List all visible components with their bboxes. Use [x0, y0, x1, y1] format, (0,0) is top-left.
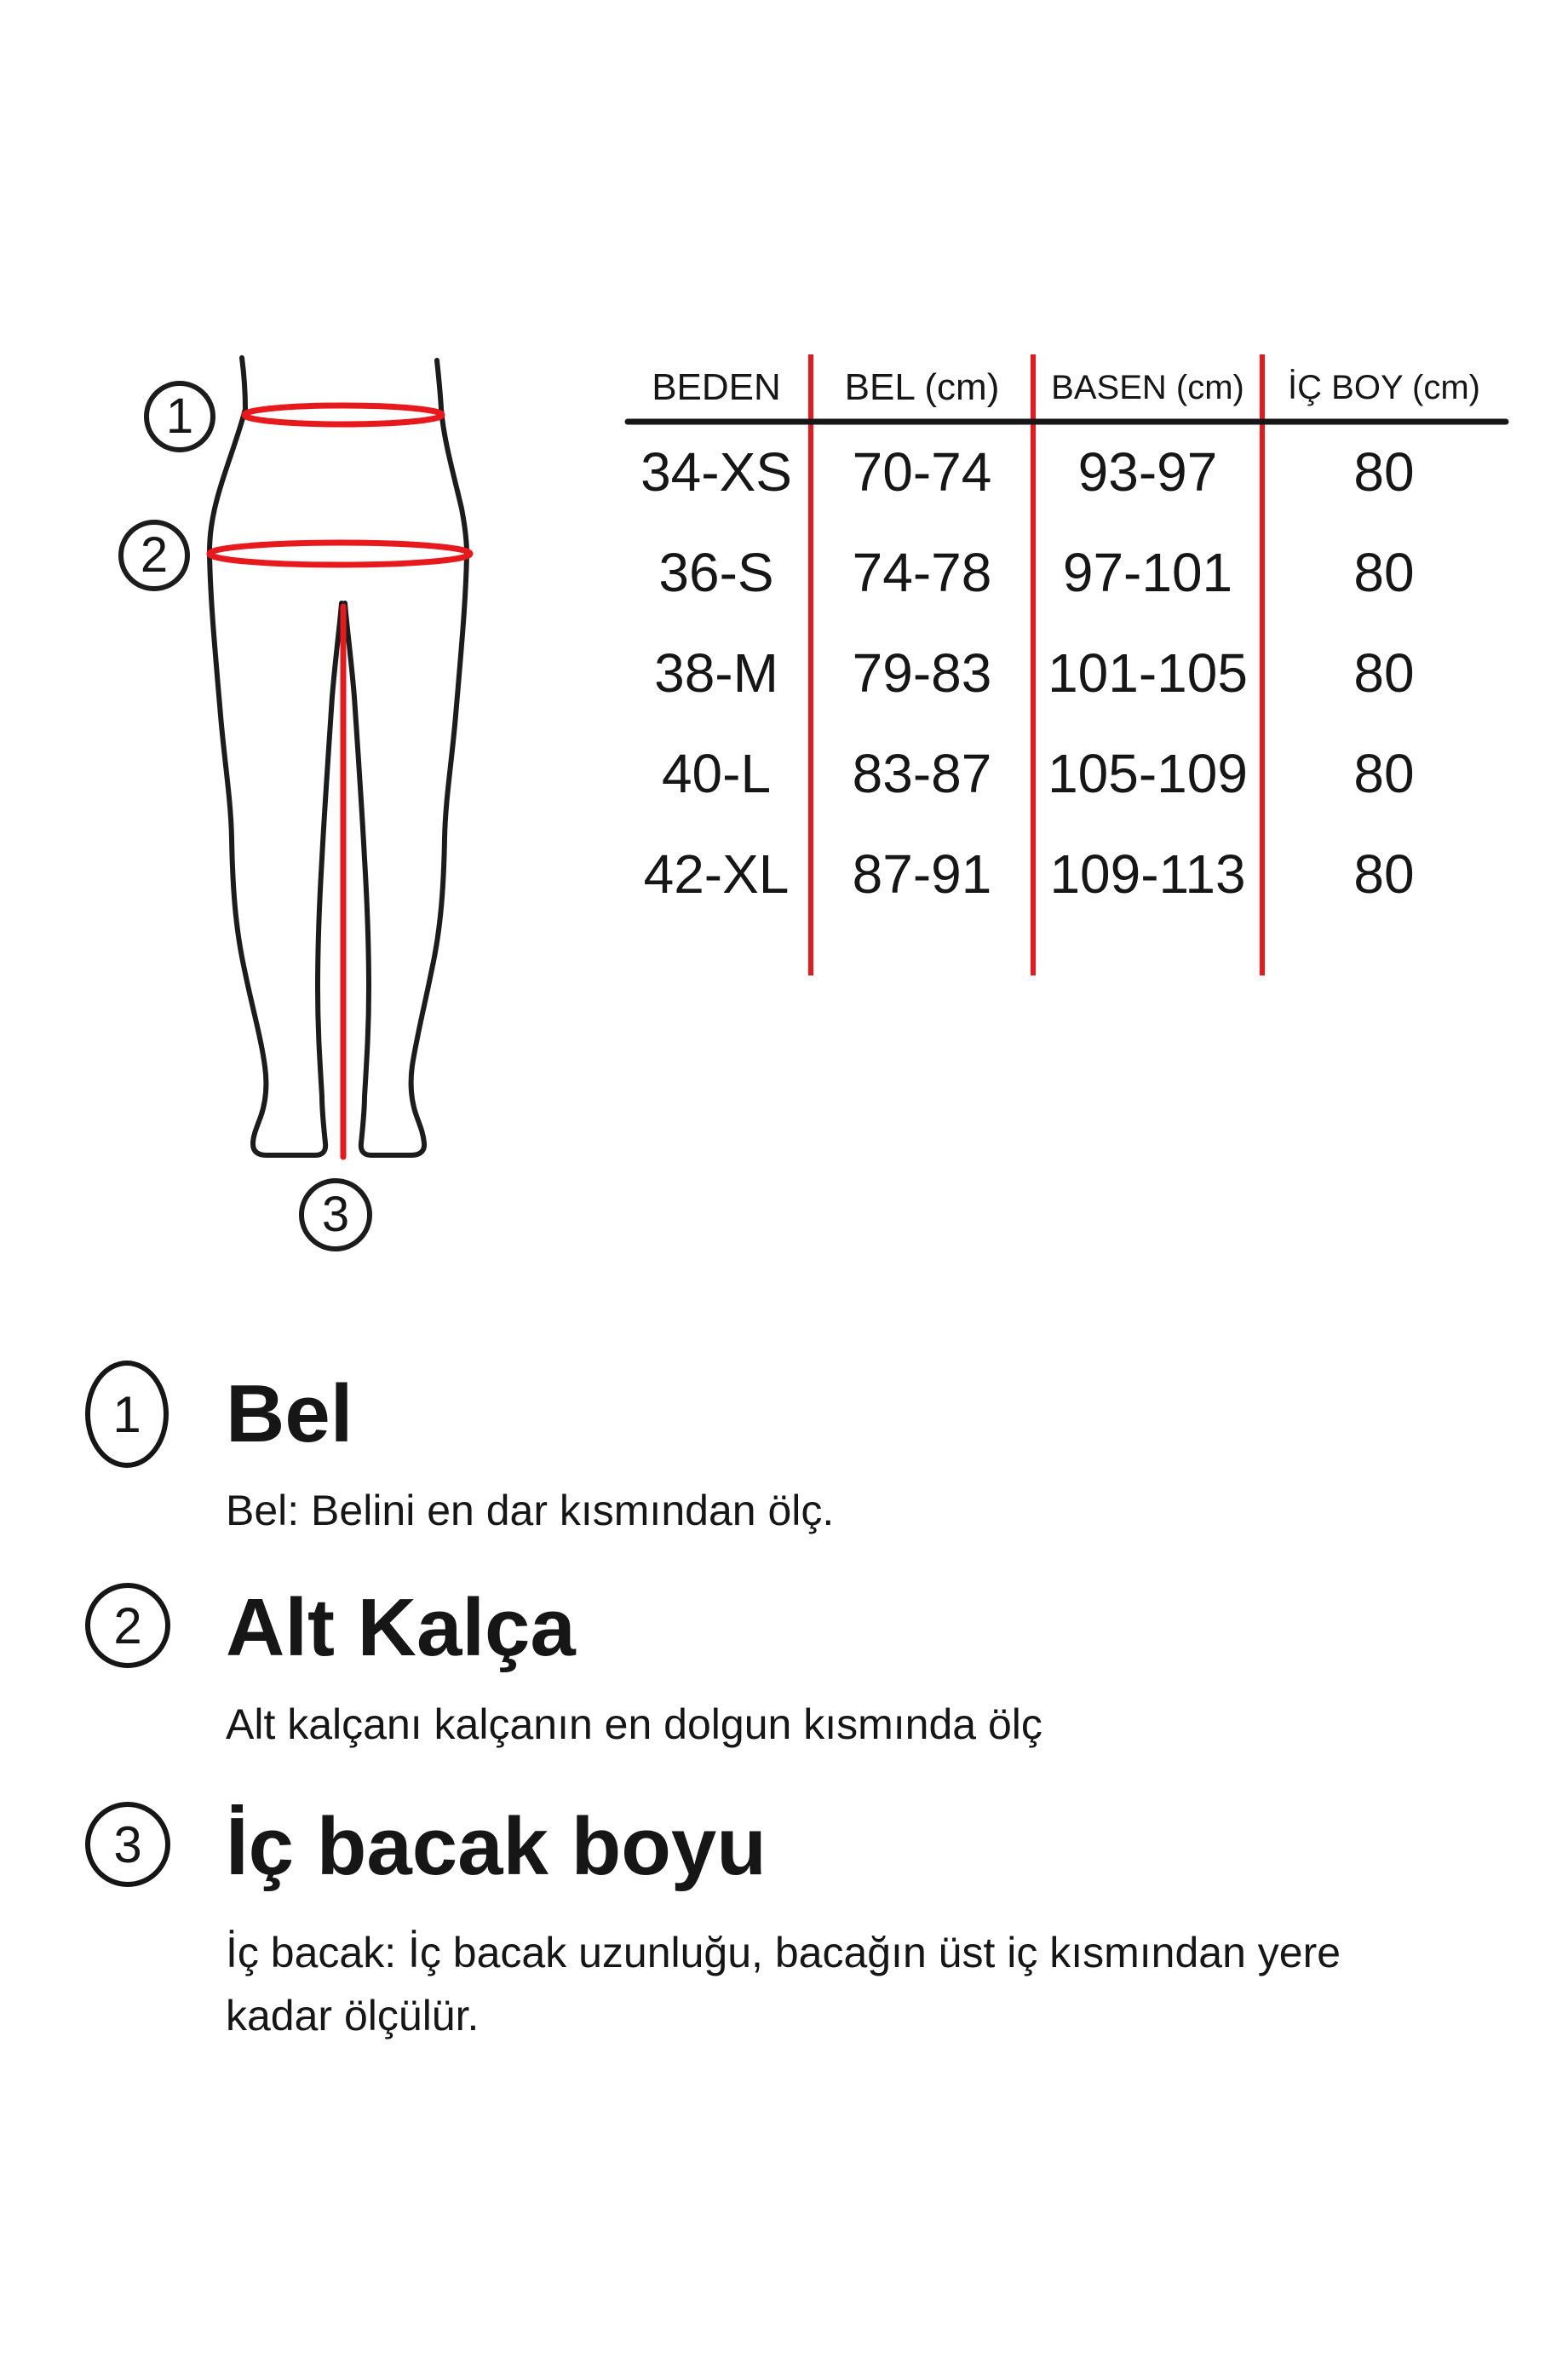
legs-outline-left [210, 358, 342, 1155]
figure-marker-inseam [302, 1181, 370, 1249]
figure-marker-inseam-number: 3 [321, 1187, 350, 1242]
figure-marker-hip-number: 2 [140, 527, 169, 583]
legend-badge-1-number: 1 [112, 1385, 141, 1443]
table-cell-basen: 109-113 [1049, 843, 1246, 905]
table-cell-size: 38-M [654, 642, 778, 704]
legend-badge-3 [85, 1802, 170, 1887]
legend-desc-ic-bacak [226, 1921, 1341, 2047]
col-header-icboy: İÇ BOY (cm) [1288, 368, 1480, 406]
table-cell-icboy: 80 [1353, 642, 1415, 704]
table-cell-basen: 93-97 [1077, 441, 1218, 503]
col-header-basen: BASEN (cm) [1051, 368, 1244, 406]
legend-title-ic-bacak: İç bacak boyu [226, 1801, 767, 1892]
legend-desc-ic-bacak-line2: kadar ölçülür. [226, 1992, 480, 2039]
table-cell-bel: 83-87 [852, 743, 992, 804]
legend-badge-3-number: 3 [113, 1815, 142, 1873]
table-cell-bel: 70-74 [852, 441, 992, 503]
legend-desc-alt-kalca: Alt kalçanı kalçanın en dolgun kısmında ölç [226, 1700, 1042, 1748]
legend-badge-2 [85, 1583, 170, 1668]
table-cell-size: 42-XL [643, 843, 790, 905]
waist-measure-line [244, 406, 442, 424]
table-cell-size: 34-XS [640, 441, 792, 503]
col-header-bel: BEL (cm) [844, 366, 1000, 408]
legend-title-alt-kalca: Alt Kalça [226, 1582, 576, 1673]
legend-desc-ic-bacak-line1: İç bacak: İç bacak uzunluğu, bacağın üst iç kısmından yere [226, 1929, 1341, 1976]
col-header-beden: BEDEN [652, 366, 781, 408]
figure-marker-waist-number: 1 [165, 388, 194, 444]
legend-title-bel: Bel [226, 1368, 353, 1459]
table-cell-size: 36-S [658, 542, 774, 603]
table-cell-bel: 79-83 [852, 642, 992, 704]
table-cell-icboy: 80 [1353, 441, 1415, 503]
table-cell-basen: 101-105 [1048, 642, 1248, 704]
legs-outline-right [345, 360, 467, 1155]
table-cell-size: 40-L [661, 743, 772, 804]
table-cell-bel: 87-91 [852, 843, 992, 905]
table-cell-basen: 105-109 [1048, 743, 1248, 804]
size-table [622, 354, 1506, 924]
legend-badge-2-number: 2 [113, 1596, 142, 1654]
table-cell-icboy: 80 [1353, 743, 1415, 804]
table-cell-basen: 97-101 [1062, 542, 1233, 603]
table-cell-icboy: 80 [1353, 843, 1415, 905]
figure-marker-hip [121, 522, 187, 589]
table-cell-icboy: 80 [1353, 542, 1415, 603]
figure-marker-waist [146, 383, 213, 450]
legend-badge-1 [85, 1361, 169, 1468]
hip-measure-line [210, 543, 470, 565]
table-cell-bel: 74-78 [852, 542, 992, 603]
legend-desc-bel: Bel: Belini en dar kısmından ölç. [226, 1487, 835, 1534]
